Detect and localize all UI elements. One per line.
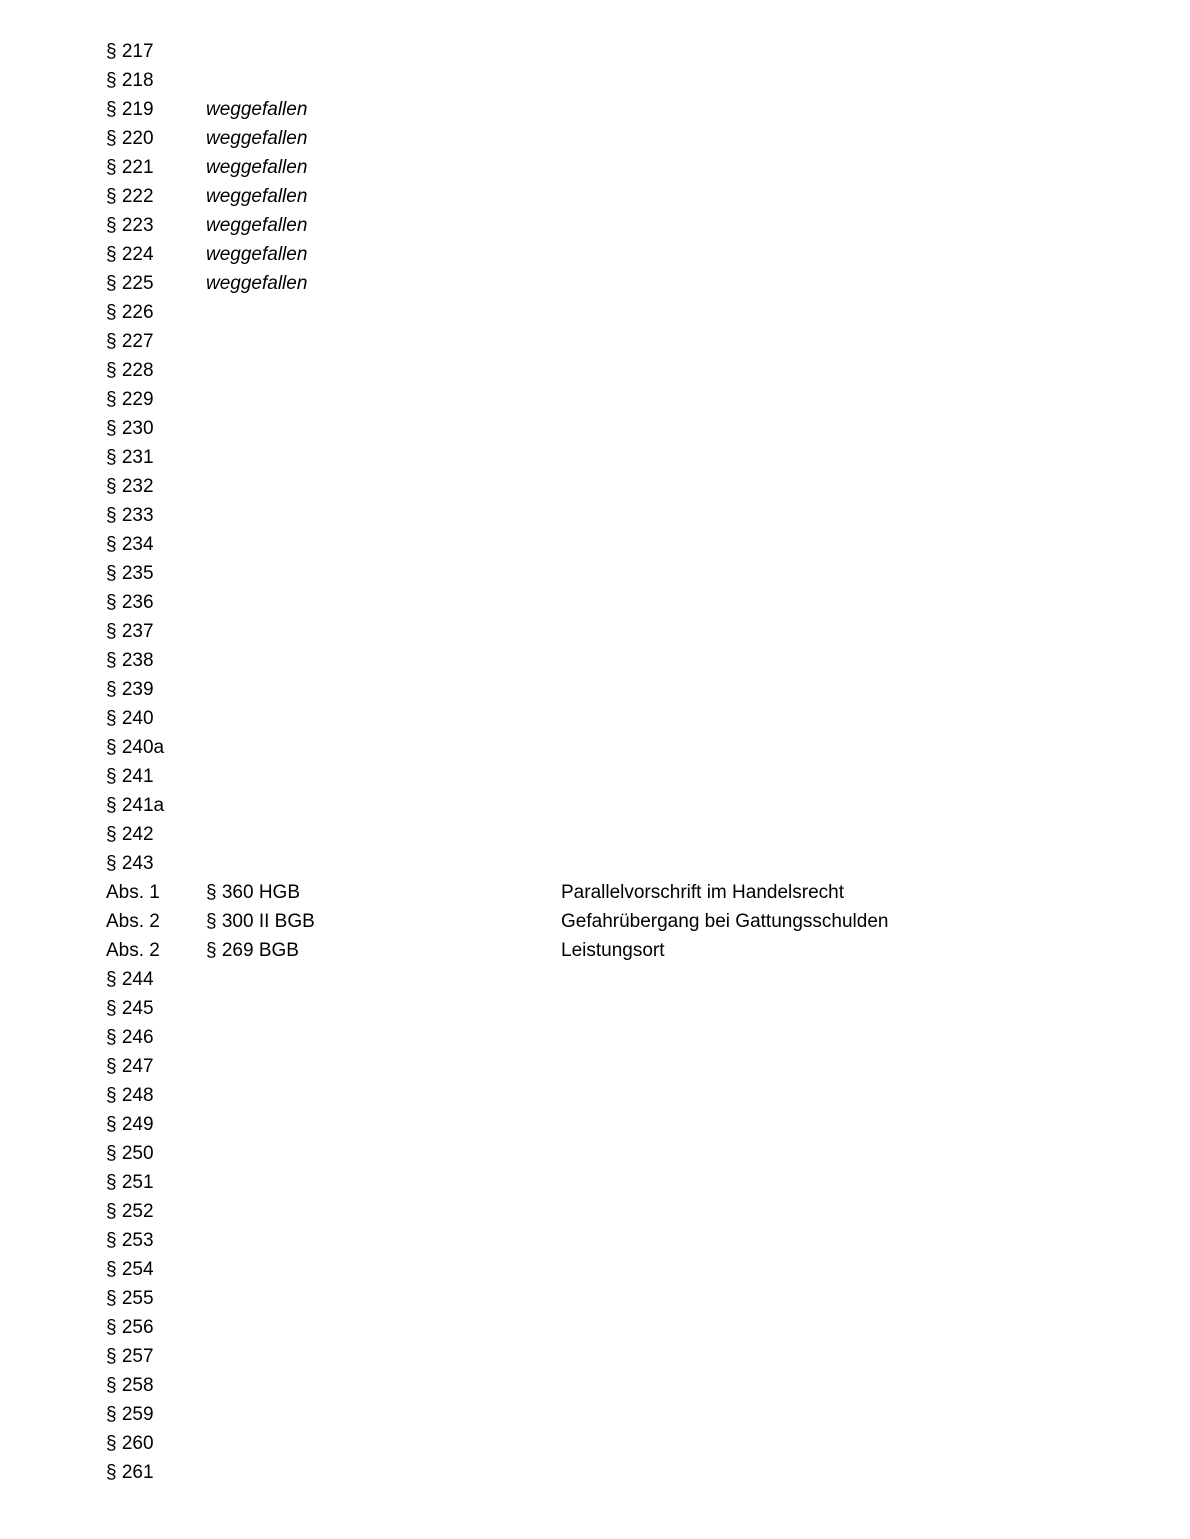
note-text — [561, 1052, 1106, 1081]
section-number: § 241 — [106, 766, 154, 787]
section-number: § 225 — [106, 273, 154, 294]
section-number: § 217 — [106, 41, 154, 62]
section-number: § 258 — [106, 1375, 154, 1396]
note-text — [561, 849, 1106, 878]
section-number: § 228 — [106, 360, 154, 381]
reference-text — [206, 704, 561, 733]
list-item — [106, 1342, 1106, 1371]
reference-text — [206, 994, 561, 1023]
section-number: § 229 — [106, 389, 154, 410]
list-item — [106, 1081, 1106, 1110]
note-text — [561, 588, 1106, 617]
reference-text — [206, 1429, 561, 1458]
reference-text — [206, 1139, 561, 1168]
note-text: Leistungsort — [561, 940, 665, 961]
list-item — [106, 849, 1106, 878]
note-text — [561, 501, 1106, 530]
section-number: § 255 — [106, 1288, 154, 1309]
reference-text — [206, 1052, 561, 1081]
reference-text — [206, 356, 561, 385]
list-item — [106, 1052, 1106, 1081]
note-text — [561, 1139, 1106, 1168]
note-text — [561, 298, 1106, 327]
note-text — [561, 1313, 1106, 1342]
reference-text — [206, 1110, 561, 1139]
section-number: § 244 — [106, 969, 154, 990]
list-item — [106, 1458, 1106, 1487]
repealed-label: weggefallen — [206, 244, 308, 265]
note-text — [561, 472, 1106, 501]
reference-text — [206, 1197, 561, 1226]
list-item — [106, 820, 1106, 849]
note-text — [561, 1081, 1106, 1110]
reference-text — [206, 298, 561, 327]
reference-text: § 360 HGB — [206, 882, 300, 903]
section-number: § 230 — [106, 418, 154, 439]
section-number: Abs. 2 — [106, 940, 160, 961]
section-number: § 257 — [106, 1346, 154, 1367]
list-item — [106, 1371, 1106, 1400]
section-number: § 237 — [106, 621, 154, 642]
reference-text — [206, 1284, 561, 1313]
list-item — [106, 878, 1106, 907]
list-item — [106, 791, 1106, 820]
reference-text — [206, 820, 561, 849]
reference-text — [206, 1226, 561, 1255]
list-item — [106, 95, 1106, 124]
reference-text: § 300 II BGB — [206, 911, 315, 932]
reference-text — [206, 617, 561, 646]
section-number: § 218 — [106, 70, 154, 91]
repealed-label: weggefallen — [206, 99, 308, 120]
reference-text — [206, 1255, 561, 1284]
list-item — [106, 37, 1106, 66]
section-number: § 259 — [106, 1404, 154, 1425]
section-number: § 220 — [106, 128, 154, 149]
reference-text — [206, 762, 561, 791]
section-number: § 222 — [106, 186, 154, 207]
section-number: Abs. 1 — [106, 882, 160, 903]
reference-text — [206, 1342, 561, 1371]
reference-text — [206, 1458, 561, 1487]
note-text — [561, 675, 1106, 704]
section-number: § 251 — [106, 1172, 154, 1193]
note-text — [561, 704, 1106, 733]
reference-text — [206, 414, 561, 443]
section-number: § 243 — [106, 853, 154, 874]
section-number: § 238 — [106, 650, 154, 671]
section-number: § 246 — [106, 1027, 154, 1048]
section-number: Abs. 2 — [106, 911, 160, 932]
note-text — [561, 1197, 1106, 1226]
list-item — [106, 182, 1106, 211]
section-number: § 253 — [106, 1230, 154, 1251]
reference-text — [206, 1023, 561, 1052]
list-item — [106, 66, 1106, 95]
note-text — [561, 733, 1106, 762]
list-item — [106, 559, 1106, 588]
reference-text — [206, 733, 561, 762]
list-item — [106, 1313, 1106, 1342]
note-text — [561, 385, 1106, 414]
section-number: § 254 — [106, 1259, 154, 1280]
note-text — [561, 1371, 1106, 1400]
reference-text — [206, 1081, 561, 1110]
reference-text — [206, 66, 561, 95]
repealed-label: weggefallen — [206, 157, 308, 178]
note-text: Parallelvorschrift im Handelsrecht — [561, 882, 844, 903]
note-text — [561, 1110, 1106, 1139]
list-item — [106, 298, 1106, 327]
note-text — [561, 1226, 1106, 1255]
section-number: § 233 — [106, 505, 154, 526]
section-number: § 261 — [106, 1462, 154, 1483]
note-text — [561, 211, 1106, 240]
note-text — [561, 182, 1106, 211]
section-number: § 219 — [106, 99, 154, 120]
section-number: § 260 — [106, 1433, 154, 1454]
section-number: § 240a — [106, 737, 165, 758]
list-item — [106, 1429, 1106, 1458]
section-number: § 242 — [106, 824, 154, 845]
note-text — [561, 95, 1106, 124]
list-item — [106, 530, 1106, 559]
note-text — [561, 791, 1106, 820]
list-item — [106, 414, 1106, 443]
reference-text — [206, 675, 561, 704]
reference-text: § 269 BGB — [206, 940, 299, 961]
note-text — [561, 327, 1106, 356]
reference-text — [206, 1168, 561, 1197]
section-number: § 245 — [106, 998, 154, 1019]
reference-text — [206, 327, 561, 356]
section-number: § 241a — [106, 795, 165, 816]
list-item — [106, 675, 1106, 704]
reference-text — [206, 646, 561, 675]
reference-text — [206, 965, 561, 994]
note-text: Gefahrübergang bei Gattungsschulden — [561, 911, 889, 932]
note-text — [561, 646, 1106, 675]
list-item — [106, 211, 1106, 240]
note-text — [561, 762, 1106, 791]
list-item — [106, 1023, 1106, 1052]
reference-text — [206, 443, 561, 472]
list-item — [106, 936, 1106, 965]
list-item — [106, 124, 1106, 153]
reference-text — [206, 385, 561, 414]
list-item — [106, 472, 1106, 501]
section-number: § 235 — [106, 563, 154, 584]
section-number: § 231 — [106, 447, 154, 468]
repealed-label: weggefallen — [206, 128, 308, 149]
note-text — [561, 1168, 1106, 1197]
note-text — [561, 994, 1106, 1023]
section-number: § 223 — [106, 215, 154, 236]
note-text — [561, 66, 1106, 95]
note-text — [561, 153, 1106, 182]
reference-text — [206, 530, 561, 559]
note-text — [561, 269, 1106, 298]
section-number: § 247 — [106, 1056, 154, 1077]
list-item — [106, 1284, 1106, 1313]
repealed-label: weggefallen — [206, 186, 308, 207]
section-number: § 221 — [106, 157, 154, 178]
note-text — [561, 965, 1106, 994]
list-item — [106, 501, 1106, 530]
reference-text — [206, 1313, 561, 1342]
list-item — [106, 1168, 1106, 1197]
list-item — [106, 1110, 1106, 1139]
note-text — [561, 820, 1106, 849]
reference-text — [206, 1400, 561, 1429]
note-text — [561, 530, 1106, 559]
reference-text — [206, 1371, 561, 1400]
reference-text — [206, 849, 561, 878]
note-text — [561, 1400, 1106, 1429]
reference-text — [206, 559, 561, 588]
reference-text — [206, 501, 561, 530]
list-item — [106, 965, 1106, 994]
note-text — [561, 1255, 1106, 1284]
section-number: § 250 — [106, 1143, 154, 1164]
list-item — [106, 1400, 1106, 1429]
note-text — [561, 1284, 1106, 1313]
note-text — [561, 356, 1106, 385]
list-item — [106, 646, 1106, 675]
list-item — [106, 356, 1106, 385]
list-item — [106, 269, 1106, 298]
note-text — [561, 240, 1106, 269]
section-number: § 239 — [106, 679, 154, 700]
reference-text — [206, 791, 561, 820]
section-number: § 236 — [106, 592, 154, 613]
note-text — [561, 443, 1106, 472]
note-text — [561, 559, 1106, 588]
list-item — [106, 1255, 1106, 1284]
list-item — [106, 385, 1106, 414]
list-item — [106, 588, 1106, 617]
list-item — [106, 704, 1106, 733]
list-item — [106, 1139, 1106, 1168]
note-text — [561, 37, 1106, 66]
list-item — [106, 1226, 1106, 1255]
note-text — [561, 124, 1106, 153]
list-item — [106, 617, 1106, 646]
note-text — [561, 1342, 1106, 1371]
list-item — [106, 907, 1106, 936]
note-text — [561, 617, 1106, 646]
section-number: § 234 — [106, 534, 154, 555]
section-list — [106, 37, 1106, 1487]
list-item — [106, 733, 1106, 762]
repealed-label: weggefallen — [206, 273, 308, 294]
section-number: § 248 — [106, 1085, 154, 1106]
list-item — [106, 762, 1106, 791]
section-number: § 256 — [106, 1317, 154, 1338]
list-item — [106, 327, 1106, 356]
repealed-label: weggefallen — [206, 215, 308, 236]
list-item — [106, 1197, 1106, 1226]
list-item — [106, 240, 1106, 269]
section-number: § 240 — [106, 708, 154, 729]
section-number: § 227 — [106, 331, 154, 352]
section-number: § 224 — [106, 244, 154, 265]
note-text — [561, 1429, 1106, 1458]
note-text — [561, 414, 1106, 443]
list-item — [106, 443, 1106, 472]
section-number: § 226 — [106, 302, 154, 323]
reference-text — [206, 472, 561, 501]
list-item — [106, 153, 1106, 182]
reference-text — [206, 588, 561, 617]
note-text — [561, 1023, 1106, 1052]
section-number: § 232 — [106, 476, 154, 497]
section-number: § 252 — [106, 1201, 154, 1222]
list-item — [106, 994, 1106, 1023]
reference-text — [206, 37, 561, 66]
note-text — [561, 1458, 1106, 1487]
section-number: § 249 — [106, 1114, 154, 1135]
